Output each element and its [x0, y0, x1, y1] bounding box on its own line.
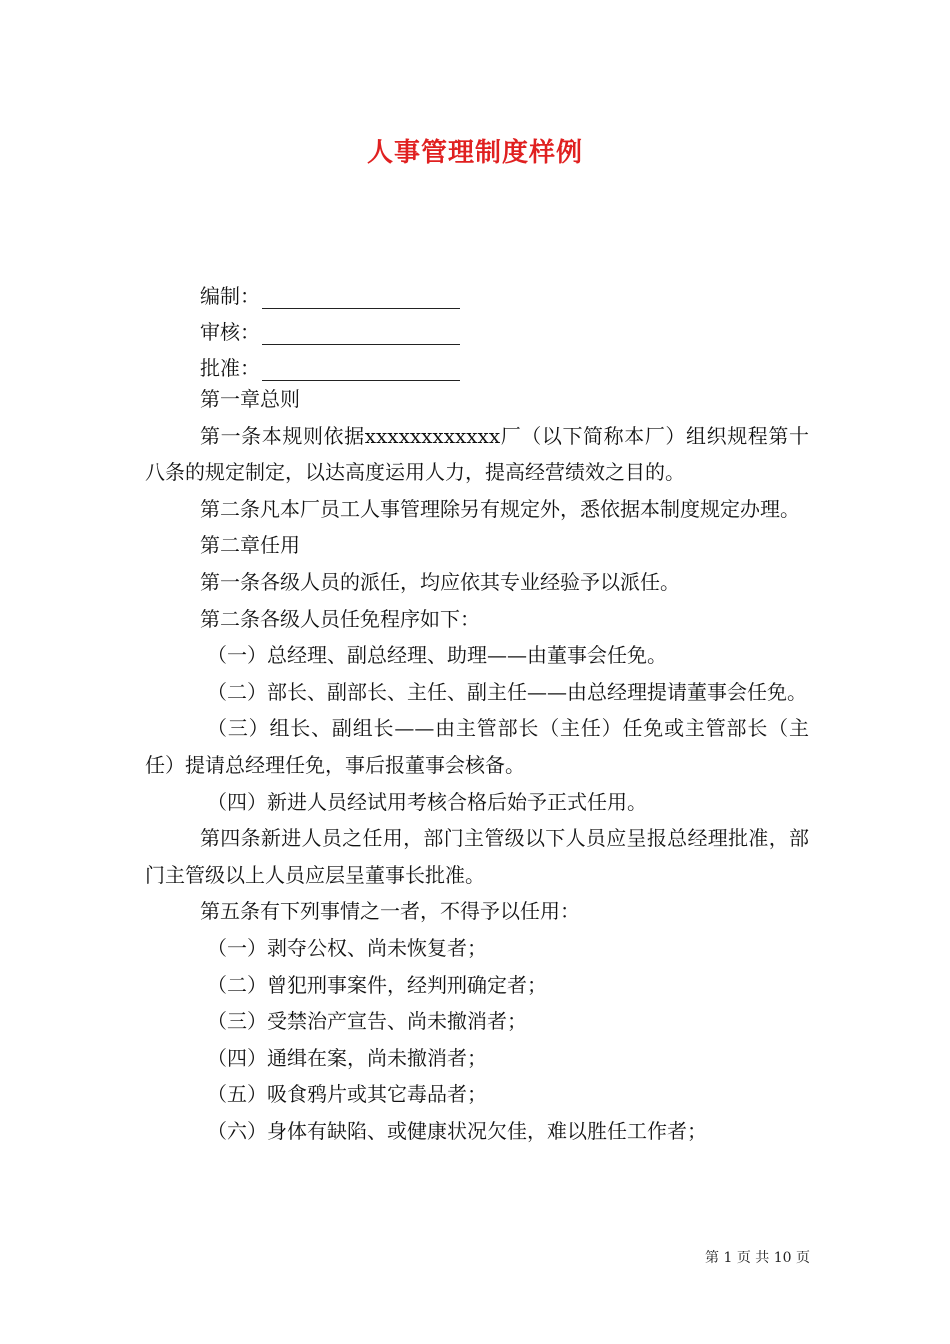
signoff-label: 批准：	[200, 356, 260, 380]
paragraph: 第二条凡本厂员工人事管理除另有规定外，悉依据本制度规定办理。	[200, 496, 800, 521]
paragraph: 第一条本规则依据xxxxxxxxxxxx厂（以下简称本厂）组织规程第十八条的规定制定，以达高度运用人力，提高经营绩效之目的。	[145, 423, 809, 485]
signoff-approved	[200, 352, 460, 381]
document-title: 人事管理制度样例	[366, 138, 583, 168]
list-item: （一）总经理、副总经理、助理——由董事会任免。	[207, 643, 667, 668]
page-number: 第 1 页 共 10 页	[705, 1250, 810, 1266]
document-body	[145, 381, 809, 1149]
list-item: （五）吸食鸦片或其它毒品者；	[207, 1082, 487, 1107]
list-item: （四）新进人员经试用考核合格后始予正式任用。	[207, 789, 647, 814]
signoff-label: 审核：	[200, 320, 260, 344]
chapter-heading: 第一章总则	[200, 387, 300, 411]
list-item: （二）部长、副部长、主任、副主任——由总经理提请董事会任免。	[207, 679, 807, 704]
paragraph: 第四条新进人员之任用，部门主管级以下人员应呈报总经理批准，部门主管级以上人员应层呈董事长批准。	[145, 826, 809, 887]
list-item: （二）曾犯刑事案件，经判刑确定者；	[207, 972, 547, 997]
signoff-label: 编制：	[200, 284, 260, 308]
paragraph: 第二条各级人员任免程序如下：	[200, 606, 480, 631]
signature-line	[262, 286, 460, 309]
list-item: （六）身体有缺陷、或健康状况欠佳，难以胜任工作者；	[207, 1118, 707, 1143]
chapter-heading: 第二章任用	[200, 533, 300, 558]
signoff-reviewed	[200, 316, 460, 345]
list-item: （四）通缉在案，尚未撤消者；	[207, 1045, 487, 1070]
paragraph: 第五条有下列事情之一者，不得予以任用：	[200, 899, 580, 924]
list-item: （三）受禁治产宣告、尚未撤消者；	[207, 1009, 527, 1034]
paragraph: 第一条各级人员的派任，均应依其专业经验予以派任。	[200, 569, 680, 594]
list-item: （三）组长、副组长——由主管部长（主任）任免或主管部长（主任）提请总经理任免，事后报董事会核备。	[145, 716, 809, 777]
list-item: （一）剥夺公权、尚未恢复者；	[207, 935, 487, 960]
signoff-compiled	[200, 280, 460, 309]
signature-line	[262, 322, 460, 345]
signature-line	[262, 358, 460, 381]
